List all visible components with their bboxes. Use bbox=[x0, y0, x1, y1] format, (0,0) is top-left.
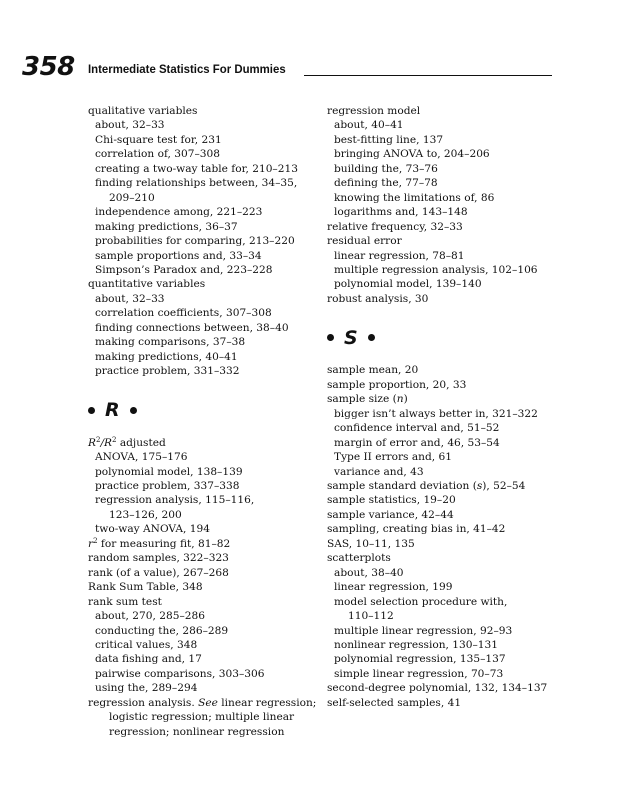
bullet-icon bbox=[368, 334, 375, 341]
index-entry: regression analysis, 115–116, bbox=[95, 494, 255, 507]
index-entry: conducting the, 286–289 bbox=[95, 624, 229, 637]
index-entry: multiple regression analysis, 102–106 bbox=[334, 263, 538, 276]
index-entry: sample size (n) bbox=[327, 393, 408, 406]
index-entry: knowing the limitations of, 86 bbox=[334, 191, 495, 204]
index-entry: best-fitting line, 137 bbox=[334, 133, 444, 146]
index-entry: about, 38–40 bbox=[334, 566, 404, 579]
index-block bbox=[327, 104, 559, 306]
index-entry: model selection procedure with, bbox=[334, 595, 508, 608]
index-entry: sample statistics, 19–20 bbox=[327, 494, 456, 507]
index-entry: second-degree polynomial, 132, 134–137 bbox=[327, 682, 548, 695]
index-entry: sample mean, 20 bbox=[327, 364, 419, 377]
index-entry: making predictions, 40–41 bbox=[95, 350, 238, 363]
header-rule bbox=[304, 75, 552, 76]
index-entry: linear regression, 199 bbox=[334, 581, 453, 594]
running-title: Intermediate Statistics For Dummies bbox=[88, 62, 286, 76]
letter-heading-r bbox=[88, 391, 320, 430]
index-entry: practice problem, 331–332 bbox=[95, 365, 240, 378]
index-entry: data fishing and, 17 bbox=[95, 653, 202, 666]
bullet-icon bbox=[327, 334, 334, 341]
index-entry: two-way ANOVA, 194 bbox=[95, 523, 210, 536]
index-entry: rank sum test bbox=[88, 595, 162, 608]
index-entry: about, 32–33 bbox=[95, 119, 165, 132]
index-entry: sample variance, 42–44 bbox=[327, 508, 454, 521]
index-column-right bbox=[327, 104, 559, 710]
page-header bbox=[22, 52, 552, 86]
index-entry: relative frequency, 32–33 bbox=[327, 220, 463, 233]
index-entry: qualitative variables bbox=[88, 105, 198, 117]
index-entry: creating a two-way table for, 210–213 bbox=[95, 162, 298, 175]
index-entry: residual error bbox=[327, 235, 402, 248]
index-entry: practice problem, 337–338 bbox=[95, 479, 240, 492]
index-entry: Type II errors and, 61 bbox=[334, 451, 452, 464]
index-entry: bringing ANOVA to, 204–206 bbox=[334, 148, 490, 161]
bullet-icon bbox=[88, 407, 95, 414]
index-entry: scatterplots bbox=[327, 552, 391, 565]
index-column-left bbox=[88, 104, 320, 739]
index-block bbox=[327, 407, 559, 479]
index-entry: regression; nonlinear regression bbox=[109, 725, 285, 738]
index-block bbox=[88, 710, 320, 739]
index-entry: SAS, 10–11, 135 bbox=[327, 537, 415, 550]
index-entry: 209–210 bbox=[109, 191, 155, 204]
index-entry: critical values, 348 bbox=[95, 638, 198, 651]
index-entry: building the, 73–76 bbox=[334, 162, 438, 175]
index-entry: bigger isn’t always better in, 321–322 bbox=[334, 407, 538, 420]
index-entry: polynomial regression, 135–137 bbox=[334, 653, 506, 666]
index-entry: polynomial model, 139–140 bbox=[334, 278, 482, 291]
index-entry: polynomial model, 138–139 bbox=[95, 465, 243, 478]
index-entry: margin of error and, 46, 53–54 bbox=[334, 436, 500, 449]
index-entry: sample proportions and, 33–34 bbox=[95, 249, 262, 262]
index-block bbox=[327, 493, 559, 710]
index-entry: confidence interval and, 51–52 bbox=[334, 422, 500, 435]
index-entry: pairwise comparisons, 303–306 bbox=[95, 667, 265, 680]
index-entry: finding connections between, 38–40 bbox=[95, 321, 289, 334]
index-entry: finding relationships between, 34–35, bbox=[95, 177, 298, 190]
letter-heading-label: R bbox=[105, 399, 120, 422]
index-entry: logarithms and, 143–148 bbox=[334, 206, 468, 219]
index-entry: Chi-square test for, 231 bbox=[95, 133, 222, 146]
index-entry: random samples, 322–323 bbox=[88, 552, 229, 565]
index-entry: $R^2/R^2$ adjusted bbox=[88, 435, 166, 449]
index-entry: multiple linear regression, 92–93 bbox=[334, 624, 513, 637]
index-entry: Simpson’s Paradox and, 223–228 bbox=[95, 263, 273, 276]
index-entry: $r^2$ for measuring fit, 81–82 bbox=[88, 536, 231, 550]
index-block bbox=[327, 363, 559, 392]
index-entry: about, 270, 285–286 bbox=[95, 610, 205, 623]
index-entry: sampling, creating bias in, 41–42 bbox=[327, 523, 506, 536]
index-entry: correlation coefficients, 307–308 bbox=[95, 307, 272, 320]
index-entry: correlation of, 307–308 bbox=[95, 148, 221, 161]
index-entry: sample proportion, 20, 33 bbox=[327, 378, 467, 391]
index-entry: rank (of a value), 267–268 bbox=[88, 566, 229, 579]
index-entry: 110–112 bbox=[348, 610, 394, 623]
index-entry: ANOVA, 175–176 bbox=[95, 451, 188, 464]
index-entry: regression analysis. See linear regression; bbox=[88, 696, 317, 709]
index-entry: robust analysis, 30 bbox=[327, 292, 429, 305]
index-entry: about, 40–41 bbox=[334, 119, 404, 132]
index-block bbox=[88, 104, 320, 379]
bullet-icon bbox=[130, 407, 137, 414]
index-entry: nonlinear regression, 130–131 bbox=[334, 638, 499, 651]
index-entry: logistic regression; multiple linear bbox=[109, 711, 295, 724]
index-entry: defining the, 77–78 bbox=[334, 177, 438, 190]
page-number: 358 bbox=[22, 52, 75, 82]
index-entry: 123–126, 200 bbox=[109, 508, 182, 521]
index-entry: quantitative variables bbox=[88, 278, 206, 291]
index-entry: using the, 289–294 bbox=[95, 682, 198, 695]
index-entry: making predictions, 36–37 bbox=[95, 220, 238, 233]
index-entry: sample standard deviation (s), 52–54 bbox=[327, 479, 526, 492]
index-entry: probabilities for comparing, 213–220 bbox=[95, 235, 295, 248]
index-entry: simple linear regression, 70–73 bbox=[334, 667, 504, 680]
letter-heading-label: S bbox=[344, 326, 358, 349]
index-entry: independence among, 221–223 bbox=[95, 206, 263, 219]
index-entry: linear regression, 78–81 bbox=[334, 249, 465, 262]
index-entry: self-selected samples, 41 bbox=[327, 696, 462, 709]
index-entry: variance and, 43 bbox=[334, 465, 424, 478]
letter-heading-s bbox=[327, 318, 559, 357]
index-block bbox=[88, 450, 320, 537]
index-block bbox=[88, 551, 320, 696]
index-entry: Rank Sum Table, 348 bbox=[88, 581, 203, 594]
index-entry: regression model bbox=[327, 105, 421, 117]
index-entry: about, 32–33 bbox=[95, 292, 165, 305]
index-entry: making comparisons, 37–38 bbox=[95, 336, 246, 349]
